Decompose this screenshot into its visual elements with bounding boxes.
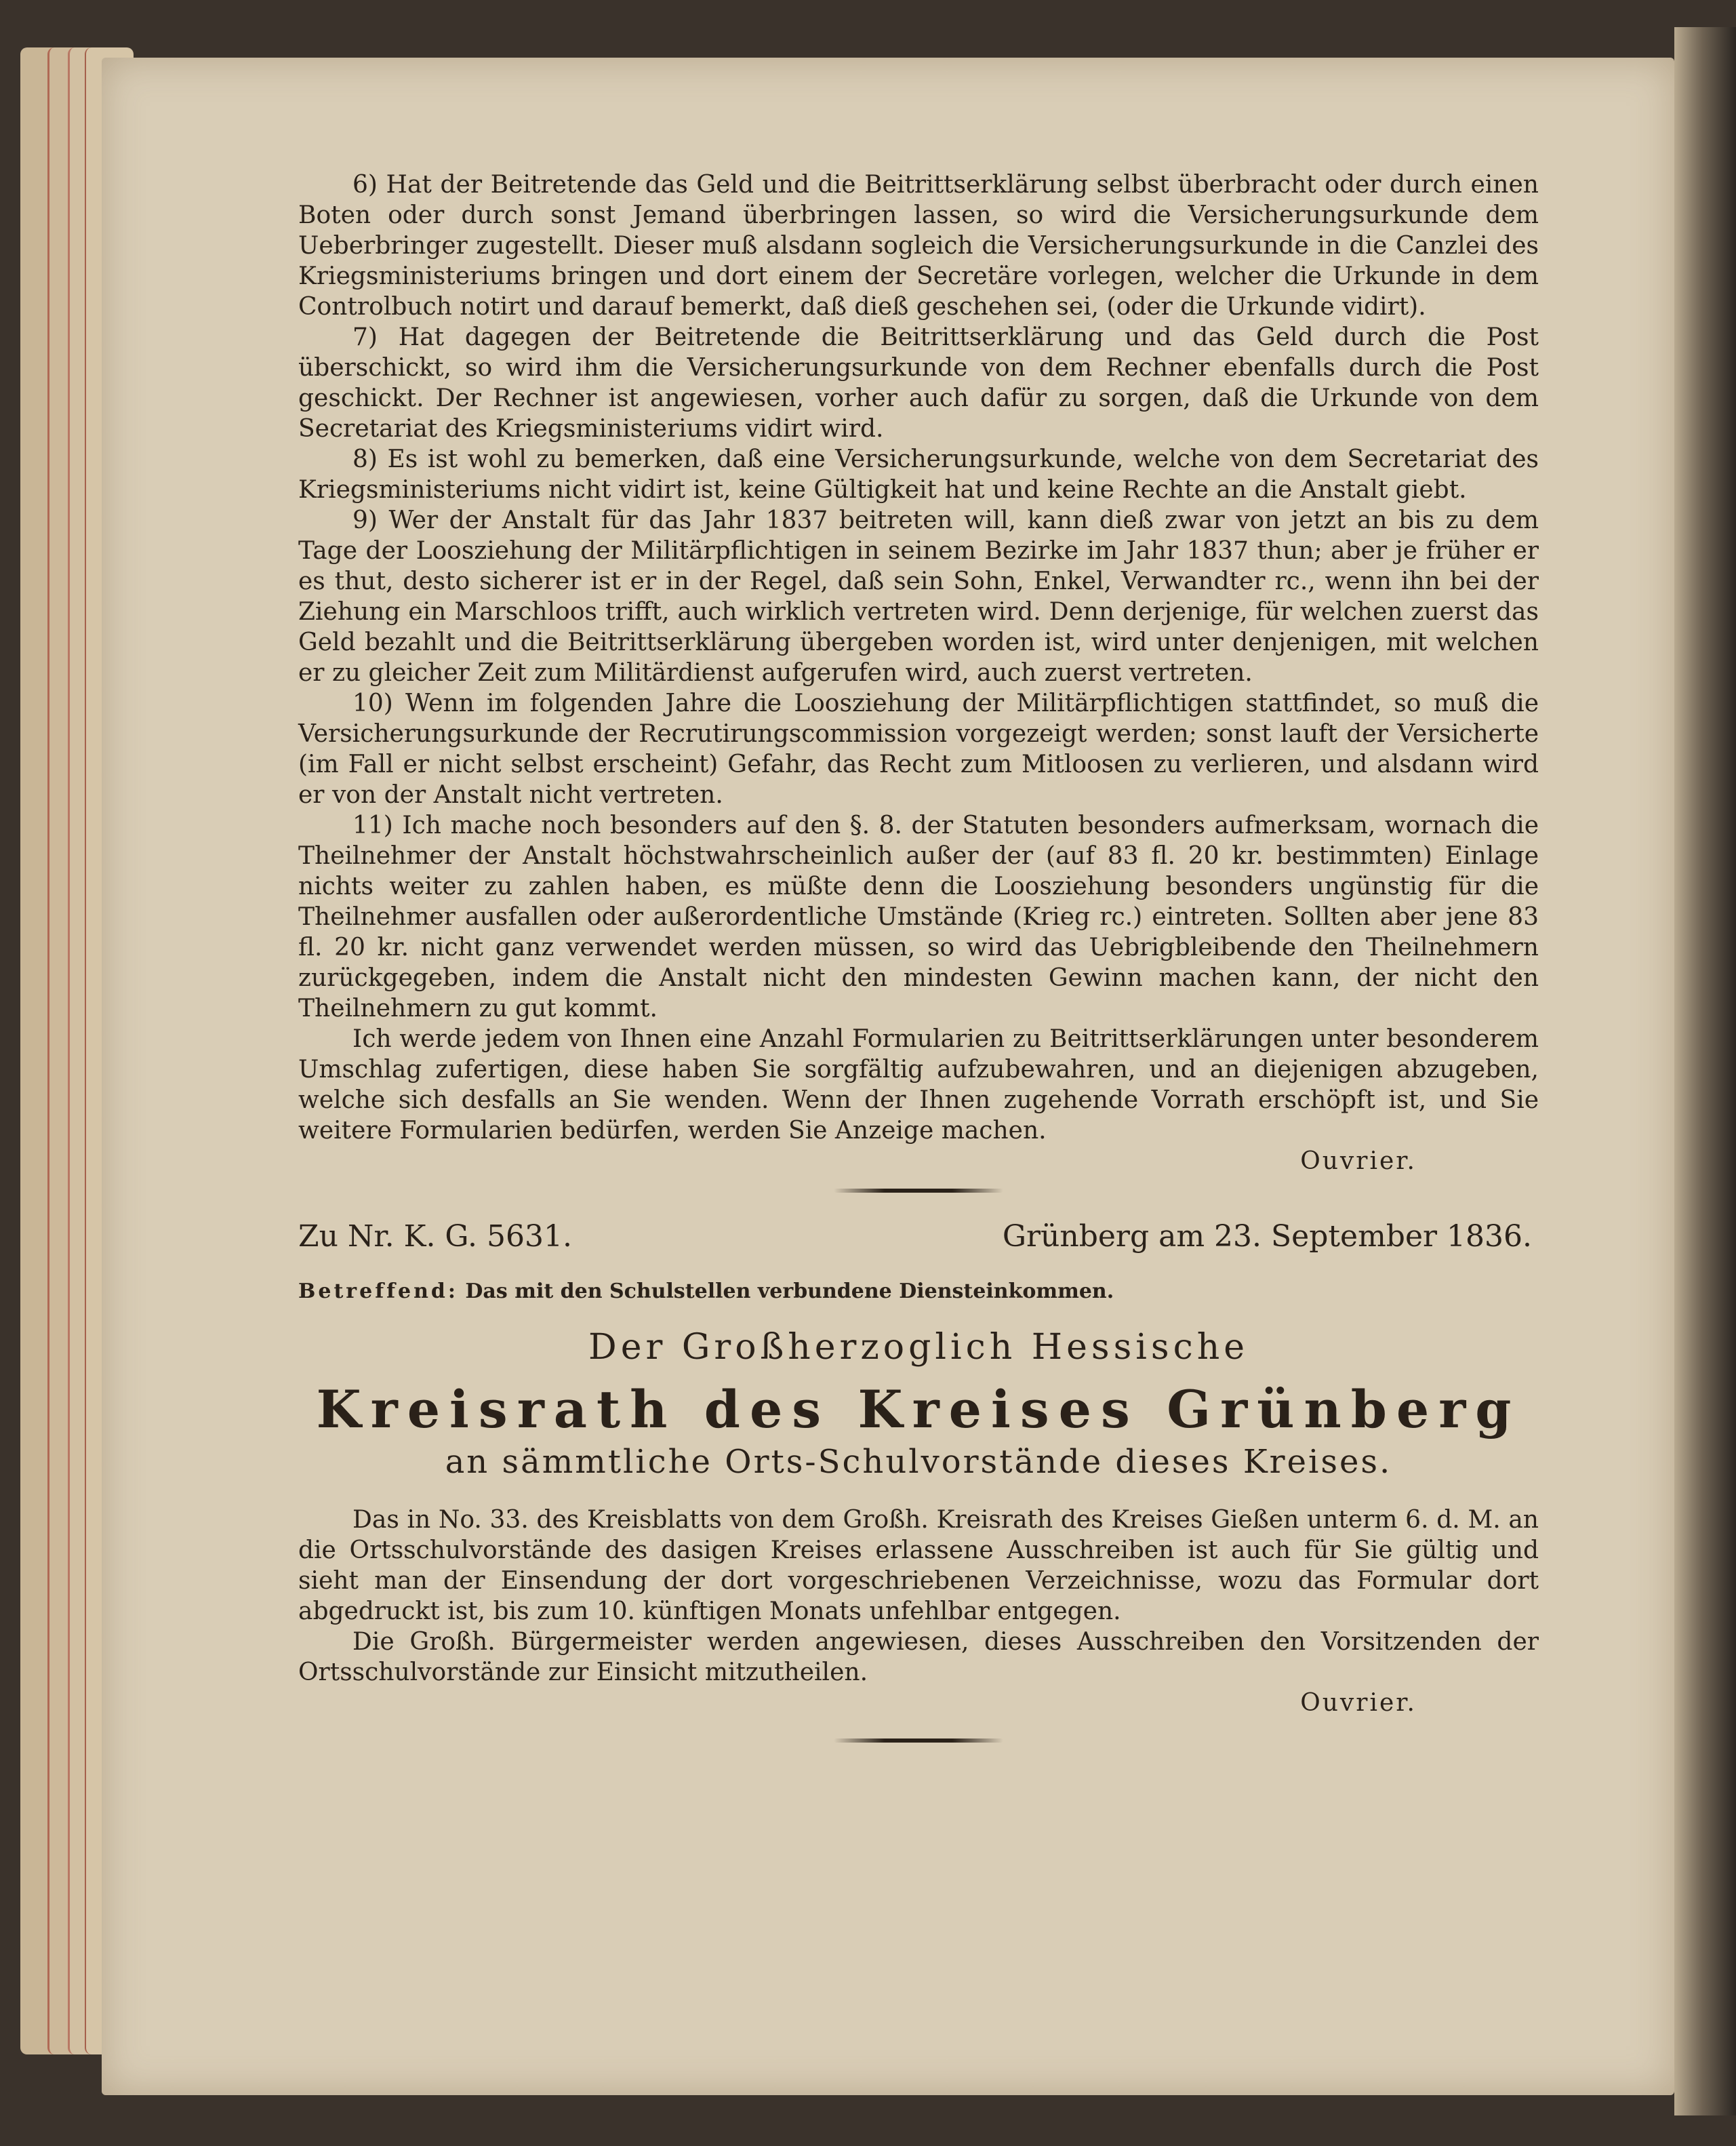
subject-line bbox=[298, 1276, 1539, 1307]
paragraph-9: 9) Wer der Anstalt für das Jahr 1837 beitreten will, kann dieß zwar von jetzt an bis zu dem Tage der Loosziehung der Militärpflichtigen in seinem Bezirke im Jahr 1837 thun; aber je früher er es thut, desto sicherer ist er in der Regel, daß sein Sohn, Enkel, Verwandter rc., wenn ihn bei der Ziehung ein Marschloos trifft, auch wirklich vertreten wird. Denn derjenige, für welchen zuerst das Geld bezahlt und die Beitrittserklärung übergeben worden ist, wird unter denjenigen, mit welchen er zu gleicher Zeit zum Militärdienst aufgerufen wird, auch zuerst vertreten. bbox=[298, 506, 1539, 687]
notice-body bbox=[298, 1505, 1539, 1718]
subject-text: Das mit den Schulstellen verbundene Diensteinkommen. bbox=[465, 1279, 1114, 1303]
divider-rule-bottom bbox=[834, 1738, 1003, 1743]
reference-number: Zu Nr. K. G. 5631. bbox=[298, 1219, 572, 1254]
notice-paragraph-1: Das in No. 33. des Kreisblatts von dem Großh. Kreisrath des Kreises Gießen unterm 6. d. M. an die Ortsschulvorstände des dasigen Kreises erlassene Ausschreiben ist auch für Sie gültig und sieht man der Einsendung der dort vorgeschriebenen Verzeichnisse, wozu das Formular dort abgedruckt ist, bis zum 10. künftigen Monats unfehlbar entgegen. bbox=[298, 1506, 1539, 1625]
paragraph-10: 10) Wenn im folgenden Jahre die Loosziehung der Militärpflichtigen stattfindet, so muß die Versicherungsurkunde der Recrutirungscommission vorgezeigt werden; sonst lauft der Versicherte (im Fall er nicht selbst erscheint) Gefahr, das Recht zum Mitloosen zu verlieren, und alsdann wird er von der Anstalt nicht vertreten. bbox=[298, 690, 1539, 809]
reference-line bbox=[298, 1221, 1539, 1252]
signature-second: Ouvrier. bbox=[1300, 1689, 1417, 1717]
notice-paragraph-2: Die Großh. Bürgermeister werden angewiesen, dieses Ausschreiben den Vorsitzenden der Ortsschulvorstände zur Einsicht mitzutheilen. bbox=[298, 1628, 1539, 1686]
paragraph-8: 8) Es ist wohl zu bemerken, daß eine Versicherungsurkunde, welche von dem Secretariat des Kriegsministeriums nicht vidirt ist, keine Gültigkeit hat und keine Rechte an die Anstalt giebt. bbox=[298, 445, 1539, 504]
book-gutter bbox=[1674, 27, 1736, 2115]
signature-first: Ouvrier. bbox=[1300, 1147, 1417, 1175]
title-line-3: an sämmtliche Orts-Schulvorstände dieses Kreises. bbox=[445, 1443, 1392, 1481]
paragraph-6: 6) Hat der Beitretende das Geld und die Beitrittserklärung selbst überbracht oder durch einen Boten oder durch sonst Jemand überbringen lassen, so wird die Versicherungsurkunde dem Ueberbringer zugestellt. Dieser muß alsdann sogleich die Versicherungsurkunde in die Canzlei des Kriegsministeriums bringen und dort einem der Secretäre vorlegen, welcher die Urkunde in dem Controlbuch notirt und darauf bemerkt, daß dieß geschehen sei, (oder die Urkunde vidirt). bbox=[298, 171, 1539, 321]
title-line-1: Der Großherzoglich Hessische bbox=[588, 1327, 1249, 1368]
paragraph-closing: Ich werde jedem von Ihnen eine Anzahl Formularien zu Beitrittserklärungen unter besonderem Umschlag zufertigen, diese haben Sie sorgfältig aufzubewahren, und an diejenigen abzugeben, welche sich desfalls an Sie wenden. Wenn der Ihnen zugehende Vorrath erschöpft ist, und Sie weitere Formularien bedürfen, werden Sie Anzeige machen. bbox=[298, 1025, 1539, 1145]
place-date: Grünberg am 23. September 1836. bbox=[1002, 1219, 1532, 1254]
paragraph-7: 7) Hat dagegen der Beitretende die Beitrittserklärung und das Geld durch die Post überschickt, so wird ihm die Versicherungsurkunde von dem Rechner ebenfalls durch die Post geschickt. Der Rechner ist angewiesen, vorher auch dafür zu sorgen, daß die Urkunde von dem Secretariat des Kriegsministeriums vidirt wird. bbox=[298, 323, 1539, 443]
paragraph-11: 11) Ich mache noch besonders auf den §. 8. der Statuten besonders aufmerksam, wornach die Theilnehmer der Anstalt höchstwahrscheinlich außer der (auf 83 fl. 20 kr. bestimmten) Einlage nichts weiter zu zahlen haben, es müßte denn die Loosziehung besonders ungünstig für die Theilnehmer ausfallen oder außerordentliche Umstände (Krieg rc.) eintreten. Sollten aber jene 83 fl. 20 kr. nicht ganz verwendet werden müssen, so wird das Uebrigbleibende den Theilnehmern zurückgegeben, indem die Anstalt nicht den mindesten Gewinn machen kann, der nicht den Theilnehmern zu gut kommt. bbox=[298, 812, 1539, 1022]
page-content bbox=[298, 170, 1539, 1743]
subject-label: Betreffend: bbox=[298, 1279, 458, 1303]
divider-rule bbox=[834, 1189, 1003, 1193]
title-line-2: Kreisrath des Kreises Grünberg bbox=[316, 1379, 1521, 1439]
